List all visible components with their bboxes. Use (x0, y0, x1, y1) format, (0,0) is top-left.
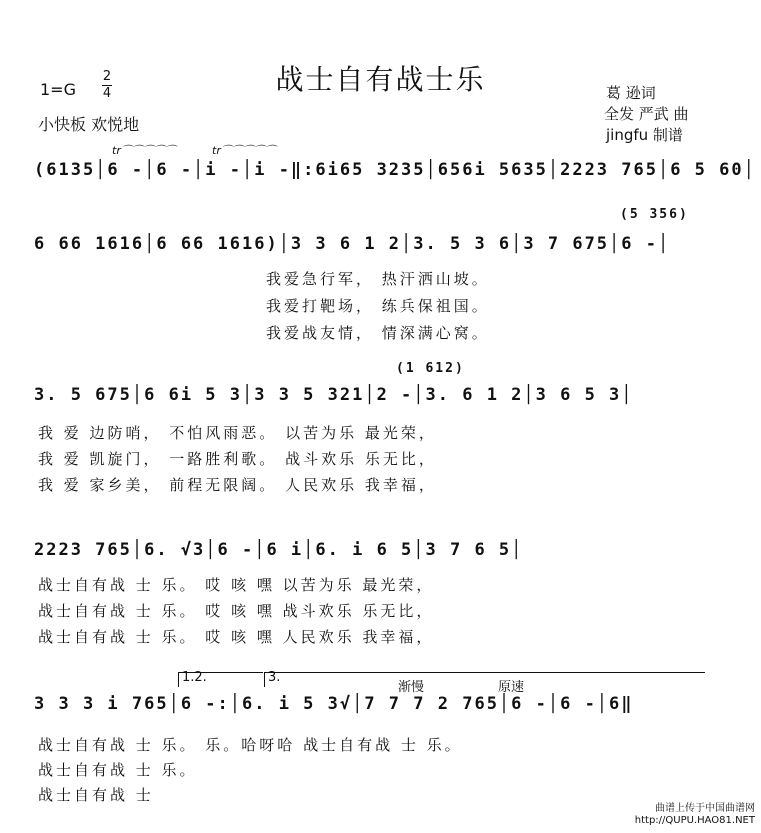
notation-line-2: 6 66 1616│6 66 1616)│3 3 6 1 2│3. 5 3 6│3 7 675│6 -│ (34, 234, 671, 254)
lyric-line: 战士自有战 士 (38, 786, 154, 804)
notation-line-4: 2223 765│6. √3│6 -│6 i│6. i 6 5│3 7 6 5│ (34, 540, 524, 560)
notation-line-3: 3. 5 675│6 6i 5 3│3 3 5 321│2 -│3. 6 1 2│3 6 5 3│ (34, 385, 634, 405)
lyric-line: 战士自有战 士 乐。 (38, 761, 198, 779)
ritardando-marking: 渐慢 (398, 680, 425, 695)
lyric-line: 我爱打靶场， 练兵保祖国。 (266, 297, 490, 315)
footer-line-2: http://QUPU.HAO81.NET (634, 815, 755, 826)
trill-mark: tr⌒⌒⌒⌒⌒ (212, 144, 276, 157)
notation-line-5: 3 3 3 i 765│6 -:│6. i 5 3√│7 7 7 2 765│6 -│6 -│6‖ (34, 694, 634, 714)
lyric-line: 战士自有战 士 乐。 乐。哈呀哈 战士自有战 士 乐。 (38, 736, 463, 754)
watermark-footer (635, 803, 755, 827)
tempo-marking: 小快板 欢悦地 (38, 115, 140, 134)
trill-mark: tr⌒⌒⌒⌒⌒ (112, 144, 176, 157)
a-tempo-marking: 原速 (498, 680, 525, 695)
pickup-notes: (1 612) (396, 361, 465, 376)
key-signature: 1=G (40, 80, 76, 99)
meter-top: 2 (102, 69, 112, 84)
lyric-line: 战士自有战 士 乐。 哎 咳 嘿 以苦为乐 最光荣， (38, 576, 435, 594)
meter-bottom: 4 (102, 86, 112, 101)
composer: 全发 严武 曲 (604, 105, 689, 123)
footer-line-1: 曲谱上传于中国曲谱网 (655, 803, 755, 814)
lyric-line: 我 爱 家乡美， 前程无限阔。 人民欢乐 我幸福， (38, 476, 437, 494)
page-title: 战士自有战士乐 (275, 63, 486, 96)
lyric-line: 战士自有战 士 乐。 哎 咳 嘿 战斗欢乐 乐无比， (38, 602, 435, 620)
notation-line-1: (6135│6 -│6 -│i -│i -‖:6i65 3235│656i 5635│2223 765│6 5 60│ (34, 160, 756, 180)
volta-bracket-3 (264, 672, 705, 687)
arranger: jingfu 制谱 (606, 126, 683, 144)
volta-1-label: 1.2. (182, 670, 207, 685)
lyricist: 葛 逊词 (606, 84, 656, 102)
lyric-line: 我爱急行军， 热汗洒山坡。 (266, 270, 490, 288)
lyric-line: 我 爱 凯旋门， 一路胜利歌。 战斗欢乐 乐无比， (38, 450, 437, 468)
volta-3-label: 3. (268, 670, 281, 685)
lyric-line: 我 爱 边防哨， 不怕风雨恶。 以苦为乐 最光荣， (38, 424, 437, 442)
time-signature (102, 70, 112, 101)
lyric-line: 我爱战友情， 情深满心窝。 (266, 324, 490, 342)
lyric-line: 战士自有战 士 乐。 哎 咳 嘿 人民欢乐 我幸福， (38, 628, 435, 646)
pickup-notes: (5 356) (620, 207, 689, 222)
